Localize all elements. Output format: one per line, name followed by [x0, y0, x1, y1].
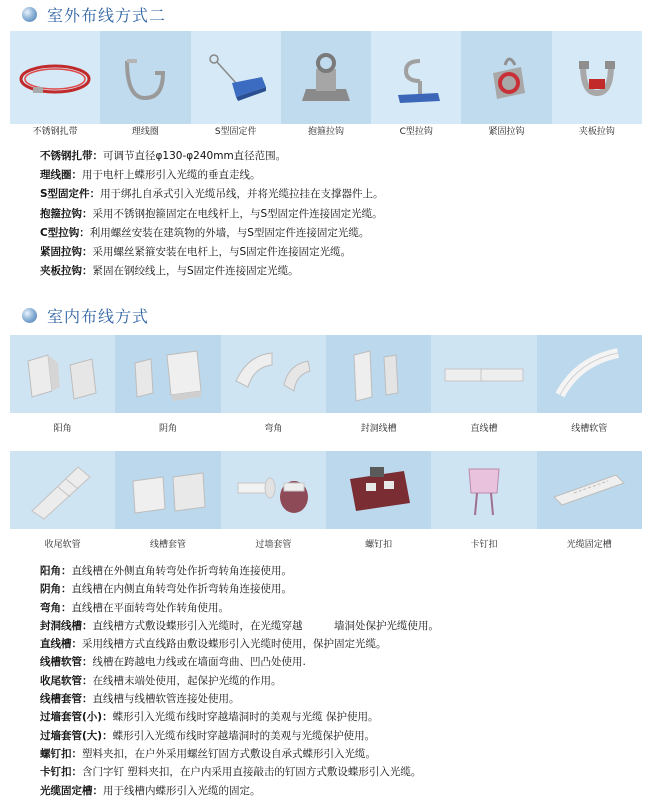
product-trunking-hose	[537, 335, 642, 413]
outdoor-product-labels	[10, 124, 642, 137]
description-term: 收尾软管	[40, 674, 82, 687]
steel-band-icon	[15, 43, 95, 113]
description-text: 用于绑扎自承式引入光缆吊线，并将光缆拉挂在支撑器件上。	[100, 188, 384, 201]
product-trunking-sleeve	[115, 451, 220, 529]
description-term: 理线圈	[40, 169, 72, 182]
bullet-ball-icon	[22, 308, 37, 323]
screw-clip-icon	[334, 457, 424, 523]
product-label: 收尾软管	[44, 540, 81, 550]
c-hook-icon	[376, 43, 456, 113]
description-row: 螺钉扣：塑料夹扣，在户外采用螺丝钉固方式敷设自承式蝶形引入光缆。	[40, 747, 376, 760]
description-text: 利用螺丝安装在建筑物的外墙，与S型固定件连接固定光缆。	[89, 226, 370, 239]
bullet-ball-icon	[22, 7, 37, 22]
indoor-description-list	[40, 562, 640, 800]
end-hose-icon	[18, 457, 108, 523]
description-term: 线槽套管	[40, 693, 82, 706]
outer-corner-icon	[18, 341, 108, 407]
section-indoor-heading	[22, 305, 149, 325]
product-hoop-hook	[281, 31, 371, 124]
description-text: 用于电杆上蝶形引入光缆的垂直走线。	[82, 169, 261, 182]
product-label: 抱箍拉钩	[307, 127, 344, 137]
description-text: 采用线槽方式直线路由敷设蝶形引入光缆时使用，保护固定光缆。	[82, 638, 387, 651]
product-nail-clip	[431, 451, 536, 529]
product-label: 封洞线槽	[360, 424, 397, 434]
indoor-product-strip-2	[10, 451, 642, 529]
product-c-hook	[371, 31, 461, 124]
description-text: 直线槽与线槽软管连接处使用。	[92, 693, 240, 706]
product-wall-sleeve	[221, 451, 326, 529]
description-row: 抱箍拉钩：采用不锈钢抱箍固定在电线杆上，与S型固定件连接固定光缆。	[40, 207, 383, 220]
description-row: 收尾软管：在线槽末端处使用，起保护光缆的作用。	[40, 674, 282, 687]
trunking-hose-icon	[544, 341, 634, 407]
product-cable-loop	[100, 31, 190, 124]
product-label: 螺钉扣	[365, 540, 393, 550]
product-steel-band	[10, 31, 100, 124]
product-screw-clip	[326, 451, 431, 529]
description-text: 采用螺丝紧箍安装在电杆上，与S固定件连接固定光缆。	[92, 246, 352, 259]
description-row: 过墙套管(小)：蝶形引入光缆布线时穿越墙洞时的美观与光缆 保护使用。	[40, 711, 379, 724]
product-end-hose	[10, 451, 115, 529]
outdoor-description-list	[40, 147, 640, 281]
fastening-hook-icon	[467, 43, 547, 113]
product-label: 理线圈	[131, 127, 159, 137]
product-clamp-hook	[552, 31, 642, 124]
straight-trunking-icon	[439, 341, 529, 407]
nail-clip-icon	[439, 457, 529, 523]
description-text: 直线槽在外侧直角转弯处作折弯转角连接使用。	[71, 565, 292, 577]
description-term: 弯角	[40, 601, 61, 614]
product-label: 弯角	[264, 424, 283, 434]
description-text: 用于线槽内蝶形引入光缆的固定。	[103, 784, 261, 797]
description-term: S型固定件	[40, 188, 90, 201]
description-term: 抱箍拉钩	[40, 207, 82, 220]
product-label: 阴角	[158, 424, 177, 434]
product-flat-bend	[221, 335, 326, 413]
description-term: 不锈钢扎带	[40, 150, 93, 162]
description-row: 紧固拉钩：采用螺丝紧箍安装在电杆上，与S固定件连接固定光缆。	[40, 246, 352, 259]
description-text: 采用不锈钢抱箍固定在电线杆上，与S型固定件连接固定光缆。	[92, 207, 383, 220]
product-label: 阳角	[53, 424, 72, 434]
cable-loop-icon	[105, 43, 185, 113]
description-row: 阴角：直线槽在内侧直角转弯处作折弯转角连接使用。	[40, 583, 292, 596]
description-text: 含门字钉 塑料夹扣，在户内采用直接敲击的钉固方式敷设蝶形引入光缆。	[82, 766, 422, 779]
cable-fixing-slot-icon	[544, 457, 634, 523]
description-row: 光缆固定槽：用于线槽内蝶形引入光缆的固定。	[40, 784, 261, 797]
description-row: 线槽套管：直线槽与线槽软管连接处使用。	[40, 693, 240, 706]
description-text: 紧固在钢绞线上，与S固定件连接固定光缆。	[92, 265, 299, 278]
wall-sleeve-icon	[228, 457, 318, 523]
hoop-hook-icon	[286, 43, 366, 113]
description-text: 线槽在跨越电力线或在墙面弯曲、凹凸处使用.	[92, 656, 306, 669]
product-fastening-hook	[461, 31, 551, 124]
description-text: 在线槽末端处使用，起保护光缆的作用。	[92, 674, 282, 687]
description-row: 弯角：直线槽在平面转弯处作转角使用。	[40, 601, 229, 614]
description-term: 光缆固定槽	[40, 784, 93, 797]
product-label: 夹板拉钩	[578, 127, 615, 137]
description-term: 过墙套管(小)	[40, 711, 103, 724]
description-text: 直线槽方式敷设蝶形引入光缆时，在光缆穿越 墙洞处保护光缆使用。	[92, 619, 439, 632]
product-s-fixture	[191, 31, 281, 124]
product-label: 线槽软管	[571, 424, 608, 434]
indoor-product-strip-1	[10, 335, 642, 413]
product-label: 卡钉扣	[470, 540, 498, 550]
clamp-hook-icon	[557, 43, 637, 113]
description-text: 蝶形引入光缆布线时穿越墙洞时的美观与光缆 保护使用。	[112, 711, 379, 724]
product-label: 光缆固定槽	[566, 540, 612, 550]
indoor-product-labels-2	[10, 537, 642, 550]
product-straight-trunking	[431, 335, 536, 413]
section-indoor-title: 室内布线方式	[47, 306, 150, 326]
description-text: 直线槽在内侧直角转弯处作折弯转角连接使用。	[71, 583, 292, 596]
description-text: 塑料夹扣，在户外采用螺丝钉固方式敷设自承式蝶形引入光缆。	[82, 747, 376, 760]
description-term: 线槽软管	[40, 656, 82, 669]
product-hole-sealing-trunking	[326, 335, 431, 413]
product-cable-fixing-slot	[537, 451, 642, 529]
product-label: 紧固拉钩	[488, 127, 525, 137]
product-label: S型固定件	[214, 127, 257, 137]
inner-corner-icon	[123, 341, 213, 407]
section-outdoor-heading	[22, 4, 166, 24]
description-term: 夹板拉钩	[40, 265, 82, 278]
description-row: 理线圈：用于电杆上蝶形引入光缆的垂直走线。	[40, 169, 261, 182]
description-term: 封洞线槽	[40, 619, 82, 632]
description-term: 卡钉扣	[40, 766, 72, 779]
description-term: C型拉钩	[40, 226, 80, 239]
description-row: C型拉钩：利用螺丝安装在建筑物的外墙，与S型固定件连接固定光缆。	[40, 226, 370, 239]
s-fixture-icon	[196, 43, 276, 113]
indoor-product-labels-1	[10, 421, 642, 434]
description-text: 可调节直径φ130-φ240mm直径范围。	[103, 150, 287, 162]
description-term: 阴角	[40, 583, 61, 596]
description-term: 螺钉扣	[40, 747, 72, 760]
hole-sealing-trunking-icon	[334, 341, 424, 407]
flat-bend-icon	[228, 341, 318, 407]
description-row: 夹板拉钩：紧固在钢绞线上，与S固定件连接固定光缆。	[40, 265, 299, 278]
description-row: 线槽软管：线槽在跨越电力线或在墙面弯曲、凹凸处使用.	[40, 656, 306, 669]
product-label: 线槽套管	[149, 540, 186, 550]
description-text: 蝶形引入光缆布线时穿越墙洞时的美观与光缆保护使用。	[112, 729, 376, 742]
product-label: 不锈钢扎带	[32, 127, 78, 137]
outdoor-product-strip	[10, 31, 642, 124]
description-term: 紧固拉钩	[40, 246, 82, 259]
description-text: 直线槽在平面转弯处作转角使用。	[71, 601, 229, 614]
description-row: 封洞线槽：直线槽方式敷设蝶形引入光缆时，在光缆穿越 墙洞处保护光缆使用。	[40, 619, 439, 632]
product-outer-corner	[10, 335, 115, 413]
description-row: 卡钉扣：含门字钉 塑料夹扣，在户内采用直接敲击的钉固方式敷设蝶形引入光缆。	[40, 766, 422, 779]
description-term: 阳角	[40, 565, 61, 577]
section-outdoor-title: 室外布线方式二	[47, 5, 167, 25]
product-inner-corner	[115, 335, 220, 413]
description-row: 过墙套管(大)：蝶形引入光缆布线时穿越墙洞时的美观与光缆保护使用。	[40, 729, 376, 742]
product-label: 过墙套管	[255, 540, 292, 550]
description-term: 过墙套管(大)	[40, 729, 103, 742]
product-label: C型拉钩	[399, 127, 433, 137]
description-term: 直线槽	[40, 638, 72, 651]
product-label: 直线槽	[470, 424, 498, 434]
description-row: 直线槽：采用线槽方式直线路由敷设蝶形引入光缆时使用，保护固定光缆。	[40, 638, 387, 651]
trunking-sleeve-icon	[123, 457, 213, 523]
description-row: 阳角：直线槽在外侧直角转弯处作折弯转角连接使用。	[40, 565, 292, 577]
description-row: 不锈钢扎带：可调节直径φ130-φ240mm直径范围。	[40, 150, 287, 162]
description-row: S型固定件：用于绑扎自承式引入光缆吊线，并将光缆拉挂在支撑器件上。	[40, 188, 384, 201]
